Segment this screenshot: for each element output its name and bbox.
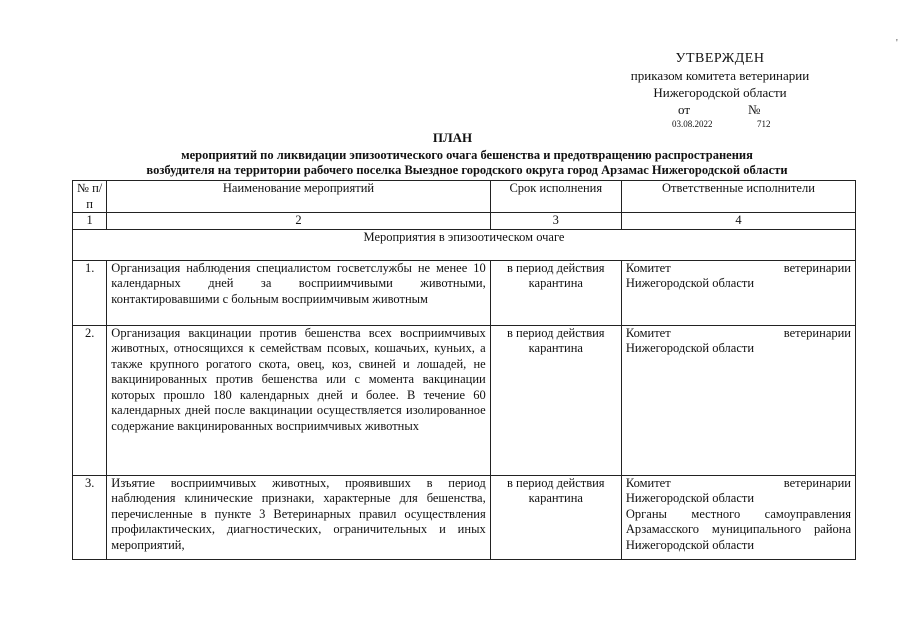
row-num: 1. [73, 260, 107, 325]
resp-word: ветеринарии [783, 475, 851, 490]
approval-sign-row [610, 101, 830, 118]
section-title: Мероприятия в эпизоотическом очаге [73, 229, 856, 260]
resp-rest: Нижегородской области [625, 276, 755, 290]
plan-subtitle [72, 148, 862, 178]
plan-title: ПЛАН [432, 130, 473, 145]
row-name: Организация вакцинации против бешенства всех восприимчивых животных, относящихся к семействам псовых, кошачьих, куньих, а также крупного рогатого скота, овец, коз, свиней и лошадей, не вакцинированных против бешенства или с момента вакцинации которых прошло 180 календарных дней и более. В течение 60 календарных дней после вакцинации осуществляется изолированное содержание вакцинированных восприимчивых животных [107, 325, 490, 475]
scan-mark: ' [896, 38, 898, 49]
table-index-row [73, 213, 856, 230]
table-header-row [73, 181, 856, 213]
resp-word: Комитет [625, 475, 671, 490]
resp-first-line [626, 261, 851, 277]
approval-number-label: № [748, 102, 761, 117]
row-num: 3. [73, 475, 107, 559]
index-cell: 1 [73, 213, 107, 230]
row-resp [621, 260, 855, 325]
plan-subtitle-line-2: возбудителя на территории рабочего поселка Выездное городского округа город Арзамас Нижегородской области [146, 163, 788, 177]
header-term: Срок исполнения [490, 181, 621, 213]
plan-subtitle-line-1: мероприятий по ликвидации эпизоотического очага бешенства и предотвращению распространения [181, 148, 753, 162]
row-name: Изъятие восприимчивых животных, проявивших в период наблюдения клинические признаки, характерные для бешенства, перечисленные в пункте 3 Ветеринарных правил осуществления профилактических, диагностических, ограничительных и иных мероприятий, [107, 475, 490, 559]
index-cell: 3 [490, 213, 621, 230]
approval-date: 03.08.2022 [672, 119, 713, 129]
resp-first-line [626, 476, 851, 492]
approval-from-label: от [678, 102, 691, 117]
row-resp [621, 325, 855, 475]
table-section-row [73, 229, 856, 260]
resp-word: ветеринарии [783, 260, 851, 275]
row-num: 2. [73, 325, 107, 475]
index-cell: 4 [621, 213, 855, 230]
resp-word: Комитет [625, 325, 671, 340]
table-row [73, 475, 856, 559]
table-row [73, 325, 856, 475]
resp-word: ветеринарии [783, 325, 851, 340]
approval-line-1: приказом комитета ветеринарии [630, 68, 810, 83]
approval-title: УТВЕРЖДЕН [675, 51, 765, 66]
resp-extra: Органы местного самоуправления Арзамасского муниципального района Нижегородской области [625, 506, 851, 552]
resp-rest: Нижегородской области [625, 341, 755, 355]
plan-table [72, 180, 856, 560]
row-term: в период действия карантина [490, 325, 621, 475]
row-term: в период действия карантина [490, 475, 621, 559]
header-resp: Ответственные исполнители [621, 181, 855, 213]
index-cell: 2 [107, 213, 490, 230]
table-row [73, 260, 856, 325]
row-resp [621, 475, 855, 559]
resp-first-line [626, 326, 851, 342]
row-term: в период действия карантина [490, 260, 621, 325]
header-name: Наименование мероприятий [107, 181, 490, 213]
approval-number: 712 [757, 119, 771, 129]
resp-rest: Нижегородской области [625, 491, 755, 505]
row-name: Организация наблюдения специалистом госветслужбы не менее 10 календарных дней за восприимчивыми животными, контактировавшими с больным восприимчивым животным [107, 260, 490, 325]
header-num: № п/п [73, 181, 107, 213]
approval-date-row [610, 118, 830, 130]
resp-word: Комитет [625, 260, 671, 275]
approval-block [610, 50, 830, 130]
approval-line-2: Нижегородской области [653, 85, 787, 100]
